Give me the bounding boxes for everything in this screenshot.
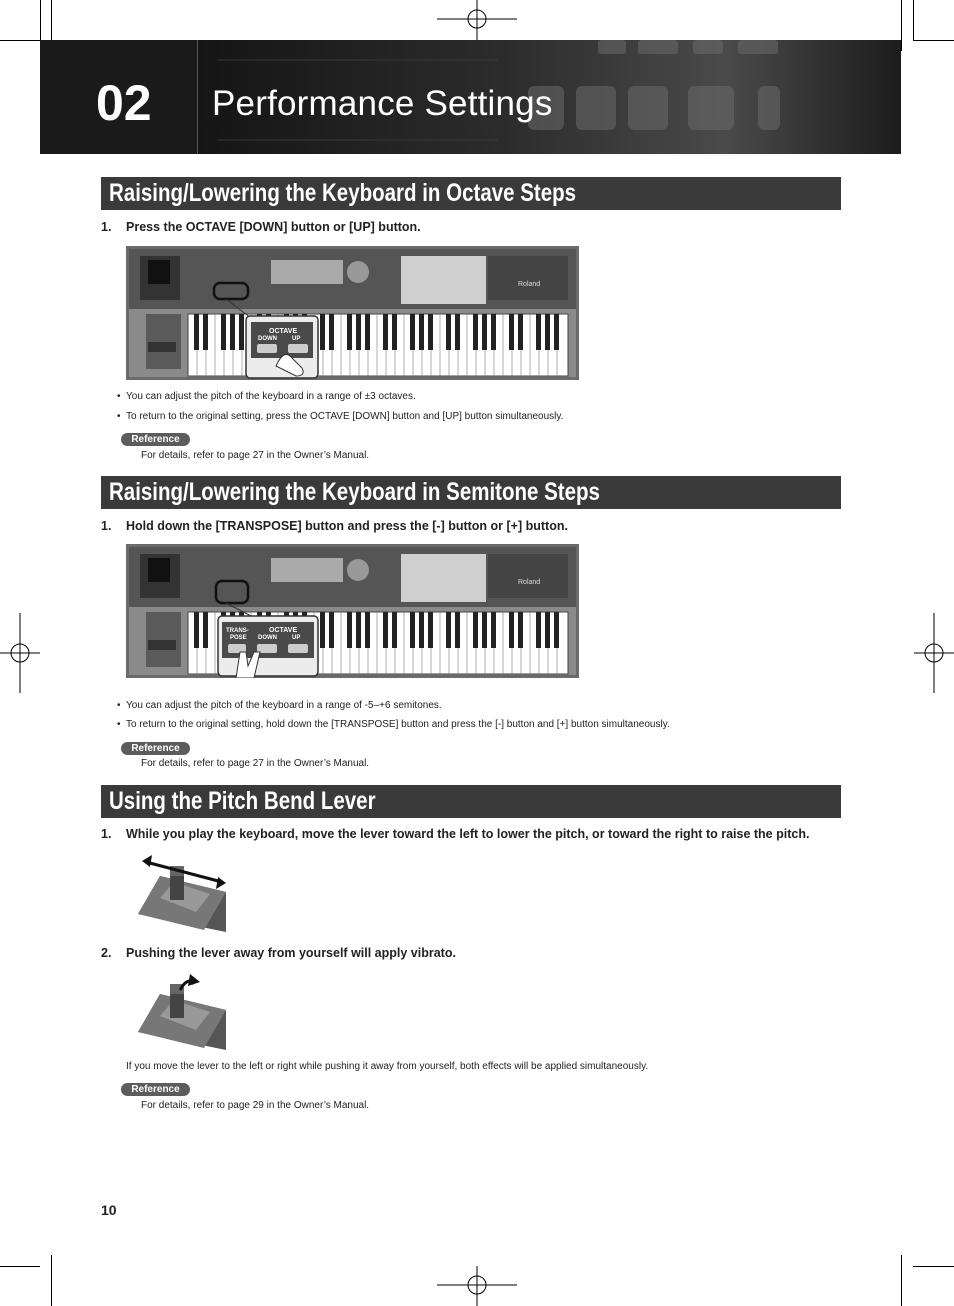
keyboard-illustration-octave bbox=[126, 246, 579, 380]
crop-mark bbox=[0, 40, 40, 41]
svg-text:POSE: POSE bbox=[230, 635, 247, 641]
step-number: 1. bbox=[101, 827, 112, 841]
pitch-bend-lever-vibrato bbox=[130, 970, 240, 1054]
page-title: Performance Settings bbox=[212, 84, 553, 123]
crop-mark bbox=[0, 1266, 40, 1267]
section-title: Raising/Lowering the Keyboard in Octave Steps bbox=[109, 179, 577, 207]
crop-mark bbox=[913, 0, 914, 40]
octave-label: OCTAVE bbox=[269, 328, 298, 335]
section-title: Using the Pitch Bend Lever bbox=[109, 787, 376, 815]
step-number: 1. bbox=[101, 519, 112, 533]
note-text: If you move the lever to the left or right while pushing it away from yourself, both effects will be applied simultaneously. bbox=[126, 1061, 649, 1072]
octave-label: OCTAVE bbox=[269, 627, 298, 634]
keyboard-illustration-transpose bbox=[126, 544, 579, 678]
reference-badge: Reference bbox=[121, 742, 190, 755]
reference-text: For details, refer to page 27 in the Owner’s Manual. bbox=[141, 758, 370, 769]
svg-text:Roland: Roland bbox=[518, 281, 541, 288]
step-text: Pushing the lever away from yourself will apply vibrato. bbox=[126, 946, 456, 960]
crop-mark bbox=[40, 0, 41, 40]
step-number: 2. bbox=[101, 946, 112, 960]
chapter-header bbox=[40, 40, 901, 154]
section-title: Raising/Lowering the Keyboard in Semitone Steps bbox=[109, 478, 600, 506]
section-heading-semitone bbox=[101, 476, 841, 509]
up-label: UP bbox=[292, 336, 301, 342]
crop-mark bbox=[51, 1255, 52, 1306]
up-label: UP bbox=[292, 635, 301, 641]
reference-text: For details, refer to page 27 in the Owner’s Manual. bbox=[141, 450, 370, 461]
reference-badge: Reference bbox=[121, 1083, 190, 1096]
down-label: DOWN bbox=[258, 635, 277, 641]
reference-text: For details, refer to page 29 in the Owner’s Manual. bbox=[141, 1100, 370, 1111]
down-label: DOWN bbox=[258, 336, 277, 342]
step-text: While you play the keyboard, move the lever toward the left to lower the pitch, or toward the right to raise the pitch. bbox=[126, 827, 810, 841]
pitch-bend-lever-left-right bbox=[130, 852, 240, 936]
registration-mark bbox=[914, 613, 954, 693]
reference-badge: Reference bbox=[121, 433, 190, 446]
registration-mark bbox=[437, 1266, 517, 1306]
crop-mark bbox=[901, 1255, 902, 1306]
registration-mark bbox=[437, 0, 517, 40]
step-text: Hold down the [TRANSPOSE] button and press the [-] button or [+] button. bbox=[126, 519, 568, 533]
crop-mark bbox=[913, 1266, 954, 1267]
step-text: Press the OCTAVE [DOWN] button or [UP] button. bbox=[126, 220, 421, 234]
step-number: 1. bbox=[101, 220, 112, 234]
chapter-number: 02 bbox=[96, 75, 152, 131]
transpose-label: TRANS- bbox=[226, 628, 249, 634]
section-heading-pitch-bend bbox=[101, 785, 841, 818]
page-number: 10 bbox=[101, 1202, 117, 1218]
section-heading-octave bbox=[101, 177, 841, 210]
crop-mark bbox=[913, 40, 954, 41]
svg-text:Roland: Roland bbox=[518, 579, 541, 586]
header-divider bbox=[197, 40, 198, 154]
crop-mark bbox=[901, 0, 902, 51]
registration-mark bbox=[0, 613, 40, 693]
